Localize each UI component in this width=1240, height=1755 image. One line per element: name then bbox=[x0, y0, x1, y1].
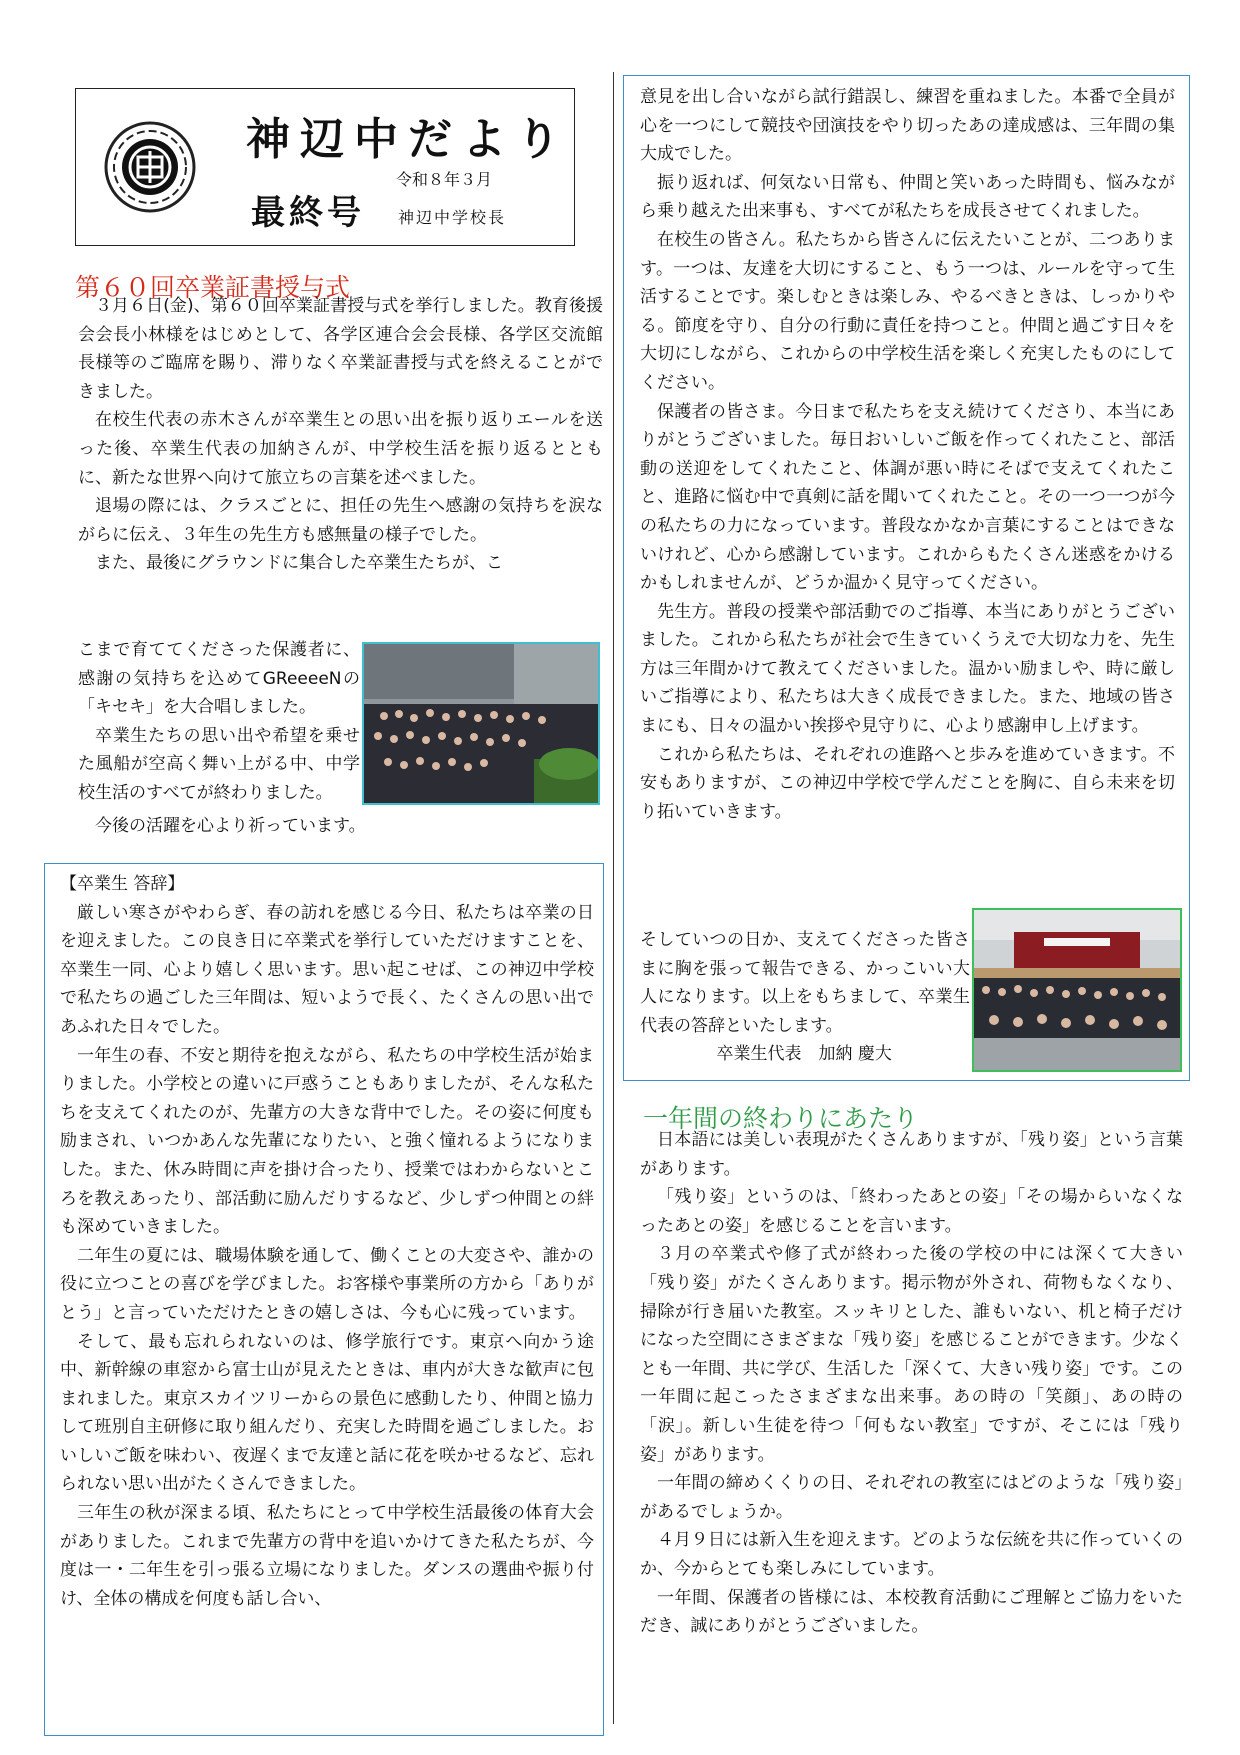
ceremony-paragraph: 在校生代表の赤木さんが卒業生との思い出を振り返りエールを送った後、卒業生代表の加納さんが、中学校生活を振り返るとともに、新たな世界へ向けて旅立ちの言葉を述べました。 bbox=[78, 410, 603, 488]
address-paragraph: 振り返れば、何気ない日常も、仲間と笑いあった時間も、悩みながら乗り越えた出来事も、すべてが私たちを成長させてくれました。 bbox=[640, 172, 1175, 222]
ceremony-paragraph: こまで育ててくださった保護者に、感謝の気持ちを込めてGReeeeNの「キセキ」を大合唱しました。 bbox=[78, 640, 360, 718]
yearend-heading: 一年間の終わりにあたり bbox=[643, 1104, 919, 1133]
address-paragraph: 厳しい寒さがやわらぎ、春の訪れを感じる今日、私たちは卒業の日を迎えました。この良き日に卒業式を挙行していただけますことを、卒業生一同、心より嬉しく思います。思い起こせば、この神辺中学校で私たちの過ごした三年間は、短いようで長く、たくさんの思い出であふれた日々でした。 bbox=[60, 902, 594, 1037]
ceremony-closing-line: 今後の活躍を心より祈っています。 bbox=[95, 816, 366, 836]
yearend-paragraph: ４月９日には新入生を迎えます。どのような伝統を共に作っていくのか、今からとても楽しみにしています。 bbox=[640, 1530, 1183, 1579]
school-emblem-icon bbox=[104, 121, 196, 213]
graduates-group-photo-icon bbox=[362, 642, 600, 805]
address-paragraph: 意見を出し合いながら試行錯誤し、練習を重ねました。本番で全員が心を一つにして競技や団演技をやり切ったあの達成感は、三年間の集大成でした。 bbox=[640, 87, 1175, 165]
address-paragraph: 先生方。普段の授業や部活動でのご指導、本当にありがとうございました。これから私たちが社会で生きていくうえで大切な力を、先生方は三年間かけて教えてくださいました。温かい励ましや、時に厳しいご指導により、私たちは大きく成長できました。また、地域の皆さまにも、日々の温かい挨拶や見守りに、心より感謝申し上げます。 bbox=[640, 601, 1175, 737]
address-paragraph: そして、最も忘れられないのは、修学旅行です。東京へ向かう途中、新幹線の車窓から富士山が見えたときは、車内が大きな歓声に包まれました。東京スカイツリーからの景色に感動したり、仲間と協力して班別自主研修に取り組んだり、充実した時間を過ごしました。おいしいご飯を味わい、夜遅くまで友達と話に花を咲かせるなど、忘れられない思い出がたくさんできました。 bbox=[60, 1331, 594, 1495]
yearend-paragraph: 「残り姿」というのは、「終わったあとの姿」「その場からいなくなったあとの姿」を感じることを言います。 bbox=[640, 1187, 1183, 1236]
ceremony-paragraph: 卒業生たちの思い出や希望を乗せた風船が空高く舞い上がる中、中学校生活のすべてが終わりました。 bbox=[78, 725, 360, 803]
address-paragraph: 保護者の皆さま。今日まで私たちを支え続けてくださり、本当にありがとうございました。毎日おいしいご飯を作ってくれたこと、部活動の送迎をしてくれたこと、体調が悪い時にそばで支えてくれたこと、進路に悩む中で真剣に話を聞いてくれたこと。その一つ一つが今の私たちの力になっています。普段なかなか言葉にすることはできないけれど、心から感謝しています。これからもたくさん迷惑をかけるかもしれませんが、どうか温かく見守ってください。 bbox=[640, 401, 1175, 594]
yearend-paragraph: 日本語には美しい表現がたくさんありますが、「残り姿」という言葉があります。 bbox=[640, 1130, 1183, 1179]
newsletter-title: 神辺中だより bbox=[246, 114, 570, 165]
ceremony-article bbox=[78, 292, 603, 578]
graduation-speech-photo-icon bbox=[972, 908, 1182, 1072]
address-closing bbox=[640, 926, 970, 1069]
address-paragraph: 三年生の秋が深まる頃、私たちにとって中学校生活最後の体育大会がありました。これまで先輩方の背中を追いかけてきた私たちが、今度は一・二年生を引っ張る立場になりました。ダンスの選曲や振り付け、全体の構成を何度も話し合い、 bbox=[60, 1503, 594, 1609]
ceremony-closing bbox=[78, 812, 603, 841]
ceremony-article-continued bbox=[78, 636, 360, 808]
yearend-paragraph: 一年間の締めくくりの日、それぞれの教室にはどのような「残り姿」があるでしょうか。 bbox=[640, 1473, 1183, 1522]
ceremony-heading: 第６０回卒業証書授与式 bbox=[75, 273, 351, 302]
column-divider bbox=[613, 72, 614, 1724]
yearend-paragraph: 一年間、保護者の皆様には、本校教育活動にご理解とご協力をいただき、誠にありがとうございました。 bbox=[640, 1587, 1183, 1637]
address-paragraph: 在校生の皆さん。私たちから皆さんに伝えたいことが、二つあります。一つは、友達を大切にすること、もう一つは、ルールを守って生活することです。楽しむときは楽しみ、やるべきときは、しっかりやる。節度を守り、自分の行動に責任を持つこと。仲間と過ごす日々を大切にしながら、これからの中学校生活を楽しく充実したものにしてください。 bbox=[640, 229, 1175, 393]
ceremony-paragraph: 退場の際には、クラスごとに、担任の先生へ感謝の気持ちを涙ながらに伝え、３年生の先生方も感無量の様子でした。 bbox=[78, 496, 603, 545]
address-paragraph: 二年生の夏には、職場体験を通して、働くことの大変さや、誰かの役に立つことの喜びを学びました。お客様や事業所の方から「ありがとう」と言っていただけたときの嬉しさは、今も心に残っています。 bbox=[60, 1245, 594, 1323]
graduation-address-part2 bbox=[640, 83, 1175, 826]
yearend-article bbox=[640, 1126, 1183, 1641]
issue-label: 最終号 bbox=[251, 193, 365, 233]
address-label: 【卒業生 答辞】 bbox=[60, 874, 185, 894]
issue-date: 令和８年３月 bbox=[396, 170, 493, 189]
ceremony-paragraph: ３月６日(金)、第６０回卒業証書授与式を挙行しました。教育後援会会長小林様をはじめとして、各学区連合会会長様、各学区交流館長様等のご臨席を賜り、滞りなく卒業証書授与式を終えることができました。 bbox=[78, 296, 603, 402]
yearend-paragraph: ３月の卒業式や修了式が終わった後の学校の中には深くて大きい「残り姿」がたくさんあります。掲示物が外され、荷物もなくなり、掃除が行き届いた教室。スッキリとした、誰もいない、机と椅子だけになった空間にさまざまな「残り姿」を感じることができます。少なくとも一年間、共に学び、生活した「深くて、大きい残り姿」です。この一年間に起こったさまざまな出来事。あの時の「笑顔」、あの時の「涙」。新しい生徒を待つ「何もない教室」ですが、そこには「残り姿」があります。 bbox=[640, 1244, 1183, 1465]
graduation-address-part1 bbox=[60, 870, 594, 1613]
address-signature: 卒業生代表 加納 慶大 bbox=[716, 1044, 892, 1065]
address-paragraph: 一年生の春、不安と期待を抱えながら、私たちの中学校生活が始まりました。小学校との違いに戸惑うこともありましたが、そんな私たちを支えてくれたのが、先輩方の大きな背中でした。その姿に何度も励まされ、いつかあんな先輩になりたい、と強く憧れるようになりました。また、休み時間に声を掛け合ったり、授業ではわからないところを教えあったり、部活動に励んだりするなど、少しずつ仲間との絆も深めていきました。 bbox=[60, 1045, 594, 1238]
ceremony-paragraph: また、最後にグラウンドに集合した卒業生たちが、こ bbox=[95, 553, 503, 574]
address-closing-text: そしていつの日か、支えてくださった皆さまに胸を張って報告できる、かっこいい大人になります。以上をもちまして、卒業生代表の答辞といたします。 bbox=[640, 930, 970, 1036]
masthead bbox=[75, 88, 575, 246]
publisher: 神辺中学校長 bbox=[398, 208, 507, 227]
address-paragraph: これから私たちは、それぞれの進路へと歩みを進めていきます。不安もありますが、この神辺中学校で学んだことを胸に、自ら未来を切り拓いていきます。 bbox=[640, 744, 1175, 822]
